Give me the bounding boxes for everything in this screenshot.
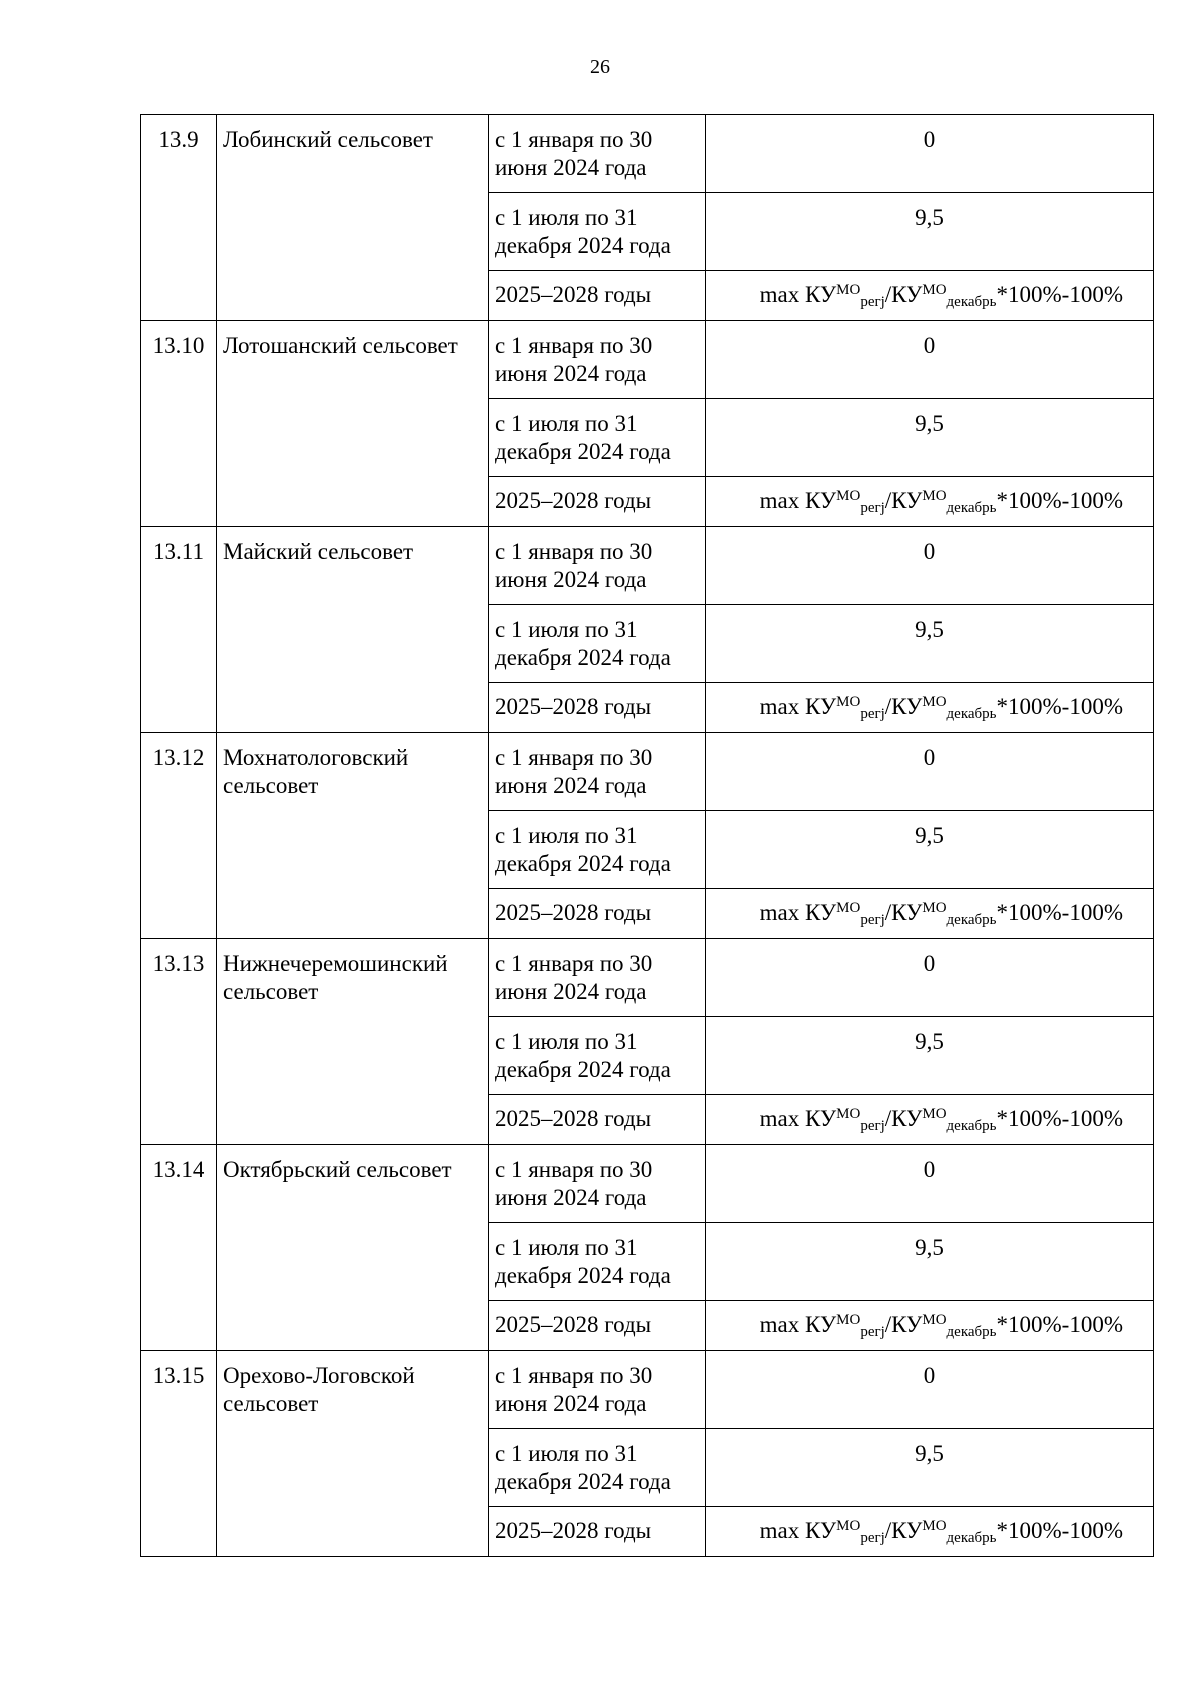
table-row — [141, 1351, 1154, 1429]
formula-cell — [706, 1301, 1154, 1351]
period-cell: с 1 января по 30 июня 2024 года — [489, 321, 706, 399]
formula-sub-region: регj — [860, 1324, 885, 1340]
value-cell: 0 — [706, 939, 1154, 1017]
table-row — [141, 115, 1154, 193]
value-cell: 9,5 — [706, 1223, 1154, 1301]
period-cell: с 1 июля по 31 декабря 2024 года — [489, 399, 706, 477]
formula-prefix: max КУ — [759, 1312, 837, 1337]
period-cell: с 1 июля по 31 декабря 2024 года — [489, 1429, 706, 1507]
table-row — [141, 527, 1154, 605]
period-cell: 2025–2028 годы — [489, 1507, 706, 1557]
value-cell: 9,5 — [706, 399, 1154, 477]
period-cell: с 1 января по 30 июня 2024 года — [489, 1351, 706, 1429]
formula-sub-region: регj — [860, 294, 885, 310]
row-number-cell: 13.12 — [141, 733, 217, 939]
settlement-name-cell: Орехово-Логовской сельсовет — [217, 1351, 489, 1557]
formula-cell — [706, 477, 1154, 527]
table-row — [141, 733, 1154, 811]
period-cell: с 1 июля по 31 декабря 2024 года — [489, 605, 706, 683]
period-cell: с 1 июля по 31 декабря 2024 года — [489, 193, 706, 271]
settlement-name-cell: Мохнатологовский сельсовет — [217, 733, 489, 939]
row-number-cell: 13.11 — [141, 527, 217, 733]
period-cell: 2025–2028 годы — [489, 1095, 706, 1145]
formula-suffix: *100%-100% — [996, 1312, 1123, 1337]
table-row — [141, 939, 1154, 1017]
formula-sub-december: декабрь — [946, 294, 997, 310]
formula-cell — [706, 1507, 1154, 1557]
settlement-name-cell: Нижнечеремошинский сельсовет — [217, 939, 489, 1145]
formula-prefix: max КУ — [759, 694, 837, 719]
period-cell: с 1 июля по 31 декабря 2024 года — [489, 811, 706, 889]
formula-suffix: *100%-100% — [996, 1518, 1123, 1543]
formula-sub-region: регj — [860, 500, 885, 516]
formula-sub-region: регj — [860, 706, 885, 722]
period-cell: 2025–2028 годы — [489, 683, 706, 733]
formula-sup-mo: МО — [922, 1312, 947, 1328]
formula-middle: /КУ — [884, 1312, 923, 1337]
row-number-cell: 13.15 — [141, 1351, 217, 1557]
formula-sup-mo: МО — [836, 1106, 861, 1122]
period-cell: с 1 июля по 31 декабря 2024 года — [489, 1223, 706, 1301]
formula-sup-mo: МО — [922, 488, 947, 504]
formula-sup-mo: МО — [836, 694, 861, 710]
value-cell: 0 — [706, 115, 1154, 193]
formula-sup-mo: МО — [836, 282, 861, 298]
settlement-name-cell: Лобинский сельсовет — [217, 115, 489, 321]
value-cell: 9,5 — [706, 811, 1154, 889]
formula-sup-mo: МО — [836, 900, 861, 916]
formula-sub-region: регj — [860, 912, 885, 928]
formula-cell — [706, 271, 1154, 321]
value-cell: 9,5 — [706, 193, 1154, 271]
formula-sub-december: декабрь — [946, 1118, 997, 1134]
formula-sup-mo: МО — [836, 488, 861, 504]
formula-suffix: *100%-100% — [996, 1106, 1123, 1131]
row-number-cell: 13.13 — [141, 939, 217, 1145]
settlement-name-cell: Октябрьский сельсовет — [217, 1145, 489, 1351]
value-cell: 0 — [706, 321, 1154, 399]
formula-prefix: max КУ — [759, 282, 837, 307]
formula-cell — [706, 683, 1154, 733]
row-number-cell: 13.9 — [141, 115, 217, 321]
value-cell: 9,5 — [706, 605, 1154, 683]
formula-sub-december: декабрь — [946, 912, 997, 928]
formula-sub-region: регj — [860, 1530, 885, 1546]
formula-suffix: *100%-100% — [996, 488, 1123, 513]
formula-sup-mo: МО — [922, 900, 947, 916]
value-cell: 0 — [706, 1145, 1154, 1223]
formula-sub-december: декабрь — [946, 706, 997, 722]
row-number-cell: 13.10 — [141, 321, 217, 527]
formula-sub-region: регj — [860, 1118, 885, 1134]
period-cell: 2025–2028 годы — [489, 889, 706, 939]
table-row — [141, 321, 1154, 399]
tariff-table — [140, 114, 1154, 1557]
formula-cell — [706, 889, 1154, 939]
period-cell: с 1 января по 30 июня 2024 года — [489, 527, 706, 605]
value-cell: 0 — [706, 527, 1154, 605]
formula-sup-mo: МО — [922, 694, 947, 710]
period-cell: с 1 января по 30 июня 2024 года — [489, 733, 706, 811]
value-cell: 0 — [706, 1351, 1154, 1429]
formula-cell — [706, 1095, 1154, 1145]
settlement-name-cell: Лотошанский сельсовет — [217, 321, 489, 527]
formula-middle: /КУ — [884, 1518, 923, 1543]
formula-middle: /КУ — [884, 282, 923, 307]
period-cell: с 1 января по 30 июня 2024 года — [489, 1145, 706, 1223]
period-cell: 2025–2028 годы — [489, 1301, 706, 1351]
formula-suffix: *100%-100% — [996, 694, 1123, 719]
settlement-name-cell: Майский сельсовет — [217, 527, 489, 733]
value-cell: 9,5 — [706, 1017, 1154, 1095]
formula-middle: /КУ — [884, 1106, 923, 1131]
formula-prefix: max КУ — [759, 1106, 837, 1131]
formula-sub-december: декабрь — [946, 1530, 997, 1546]
formula-suffix: *100%-100% — [996, 900, 1123, 925]
table-body — [141, 115, 1154, 1557]
formula-sup-mo: МО — [922, 1106, 947, 1122]
period-cell: с 1 января по 30 июня 2024 года — [489, 115, 706, 193]
period-cell: с 1 июля по 31 декабря 2024 года — [489, 1017, 706, 1095]
formula-middle: /КУ — [884, 900, 923, 925]
formula-suffix: *100%-100% — [996, 282, 1123, 307]
period-cell: 2025–2028 годы — [489, 477, 706, 527]
formula-prefix: max КУ — [759, 488, 837, 513]
value-cell: 9,5 — [706, 1429, 1154, 1507]
page-number: 26 — [590, 56, 610, 78]
formula-middle: /КУ — [884, 488, 923, 513]
formula-sup-mo: МО — [922, 282, 947, 298]
period-cell: 2025–2028 годы — [489, 271, 706, 321]
formula-sup-mo: МО — [836, 1312, 861, 1328]
formula-sup-mo: МО — [836, 1518, 861, 1534]
formula-sub-december: декабрь — [946, 1324, 997, 1340]
formula-prefix: max КУ — [759, 1518, 837, 1543]
table-row — [141, 1145, 1154, 1223]
formula-middle: /КУ — [884, 694, 923, 719]
formula-sub-december: декабрь — [946, 500, 997, 516]
row-number-cell: 13.14 — [141, 1145, 217, 1351]
formula-sup-mo: МО — [922, 1518, 947, 1534]
period-cell: с 1 января по 30 июня 2024 года — [489, 939, 706, 1017]
value-cell: 0 — [706, 733, 1154, 811]
formula-prefix: max КУ — [759, 900, 837, 925]
